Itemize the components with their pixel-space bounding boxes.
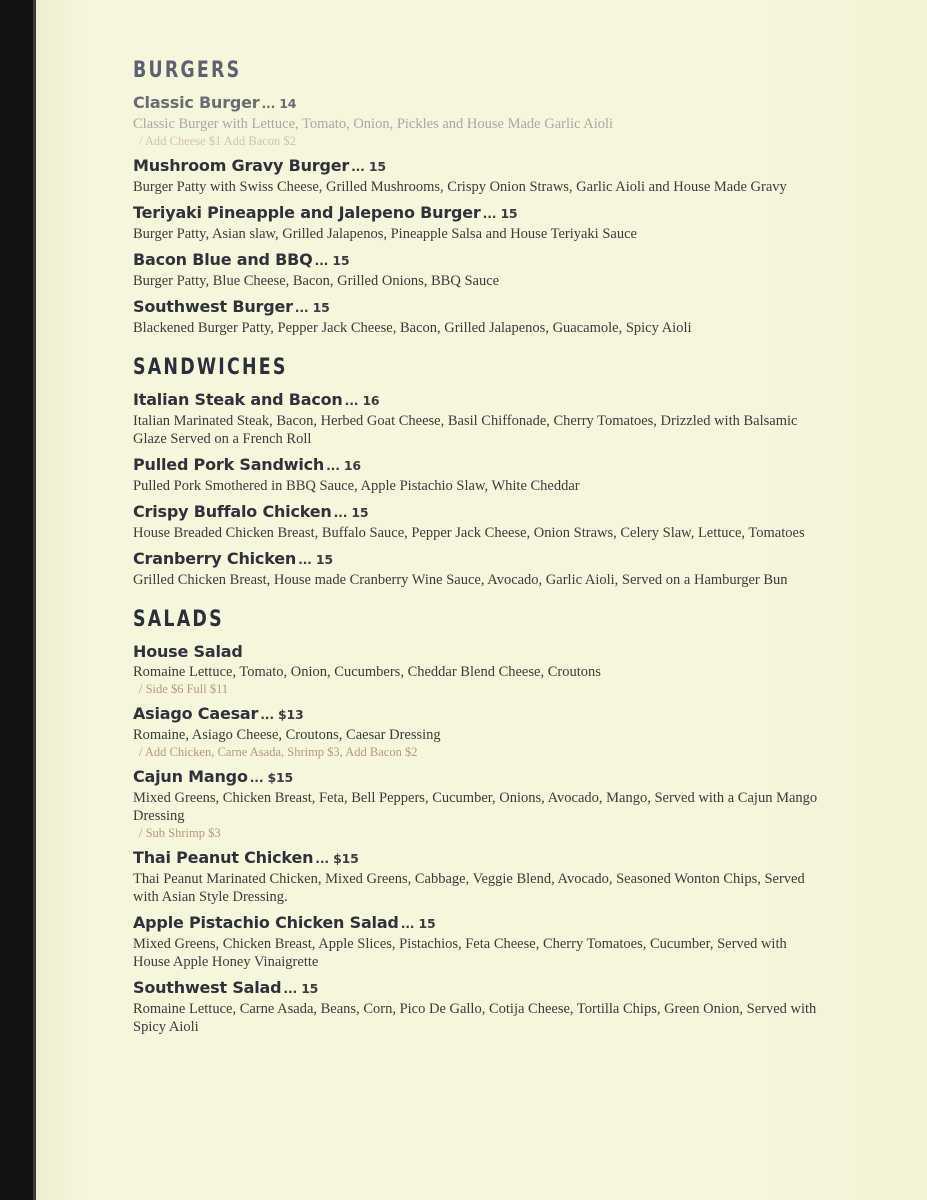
menu-section-sandwiches [133,353,823,589]
menu-item-price: ... 15 [298,552,333,567]
menu-item-price: ... 15 [333,505,369,520]
menu-item-price: ... $13 [260,707,304,722]
menu-item-price: ... 15 [294,300,330,315]
menu-item-heading [133,977,823,1000]
menu-item-price: ... 15 [482,206,518,221]
menu-item-heading [133,766,823,789]
menu-item-price: ... 15 [314,253,350,268]
menu-item-name: Cranberry Chicken [133,549,297,568]
menu-item-name: Pulled Pork Sandwich [133,455,325,474]
menu-item-name: Crispy Buffalo Chicken [133,502,332,521]
menu-item-heading [133,389,823,412]
menu-item-description: Pulled Pork Smothered in BBQ Sauce, Apple Pistachio Slaw, White Cheddar [133,478,580,494]
menu-item [133,202,823,243]
menu-item-description: Classic Burger with Lettuce, Tomato, Onion, Pickles and House Made Garlic Aioli [133,116,614,132]
menu-item-name: Southwest Burger [133,297,293,316]
menu-item-name: House Salad [133,642,243,661]
menu-section-burgers [133,56,823,337]
menu-item-addon-note: / Add Cheese $1 Add Bacon $2 [139,134,296,148]
menu-item [133,912,823,971]
menu-item-addon-note: / Add Chicken, Carne Asada, Shrimp $3, Add Bacon $2 [139,745,418,759]
menu-item-price: ... $15 [315,851,359,866]
section-title: SALADS [133,607,224,632]
menu-item-heading [133,155,823,178]
menu-item-price: ... 14 [261,96,297,111]
menu-item-description: Blackened Burger Patty, Pepper Jack Cheese, Bacon, Grilled Jalapenos, Guacamole, Spicy Aioli [133,320,692,336]
menu-item-name: Apple Pistachio Chicken Salad [133,913,399,932]
menu-item-description: Mixed Greens, Chicken Breast, Apple Slices, Pistachios, Feta Cheese, Cherry Tomatoes, Cucumber, Served with House Apple Honey Vinaigrette [133,936,787,970]
menu-item [133,977,823,1036]
menu-item-description: Romaine, Asiago Cheese, Croutons, Caesar Dressing [133,727,441,743]
menu-item-name: Cajun Mango [133,767,248,786]
menu-item-addon-note: / Sub Shrimp $3 [139,826,221,840]
menu-item-price: ... $15 [249,770,294,785]
menu-item [133,703,823,760]
menu-item-description: Burger Patty with Swiss Cheese, Grilled Mushrooms, Crispy Onion Straws, Garlic Aioli and House Made Gravy [133,179,787,195]
menu-item-price: ... 16 [344,393,380,408]
section-title: BURGERS [133,58,242,83]
section-title: SANDWICHES [133,355,288,380]
menu-item-description: Romaine Lettuce, Carne Asada, Beans, Corn, Pico De Gallo, Cotija Cheese, Tortilla Chips, Green Onion, Served with Spicy Aioli [133,1001,817,1035]
menu-item-heading [133,847,823,870]
menu-item [133,847,823,906]
menu-item-description: Romaine Lettuce, Tomato, Onion, Cucumbers, Cheddar Blend Cheese, Croutons [133,664,601,680]
menu-item [133,548,823,589]
menu-item-name: Bacon Blue and BBQ [133,250,313,269]
menu-item-heading [133,641,823,663]
menu-item-description: House Breaded Chicken Breast, Buffalo Sauce, Pepper Jack Cheese, Onion Straws, Celery Slaw, Lettuce, Tomatoes [133,525,805,541]
menu-item-description: Grilled Chicken Breast, House made Cranberry Wine Sauce, Avocado, Garlic Aioli, Served on a Hamburger Bun [133,572,788,588]
menu-item-heading [133,912,823,935]
menu-item-heading [133,202,823,225]
menu-item [133,766,823,841]
menu-item-description: Italian Marinated Steak, Bacon, Herbed Goat Cheese, Basil Chiffonade, Cherry Tomatoes, Drizzled with Balsamic Glaze Served on a French Roll [133,413,798,447]
menu-item-heading [133,501,823,524]
menu-item-name: Classic Burger [133,93,260,112]
menu-item [133,641,823,697]
menu-item-description: Thai Peanut Marinated Chicken, Mixed Greens, Cabbage, Veggie Blend, Avocado, Seasoned Wonton Chips, Served with Asian Style Dressing. [133,871,805,905]
menu-section-salads [133,605,823,1036]
binder-edge [0,0,36,1200]
menu-item-heading [133,249,823,272]
menu-item-price: ... 15 [351,159,386,174]
menu-item-name: Asiago Caesar [133,704,259,723]
menu-item [133,296,823,337]
menu-item-heading [133,548,823,571]
menu-item-name: Italian Steak and Bacon [133,390,343,409]
menu-item-heading [133,296,823,319]
menu-page [36,0,927,1200]
menu-item-name: Southwest Salad [133,978,282,997]
menu-item [133,155,823,196]
menu-item [133,389,823,448]
menu-item-description: Burger Patty, Asian slaw, Grilled Jalapenos, Pineapple Salsa and House Teriyaki Sauce [133,226,637,242]
menu-item-name: Mushroom Gravy Burger [133,156,350,175]
menu-item [133,92,823,149]
menu-item-heading [133,454,823,477]
menu-item-name: Teriyaki Pineapple and Jalepeno Burger [133,203,481,222]
menu-item-addon-note: / Side $6 Full $11 [139,682,229,696]
menu-item-description: Burger Patty, Blue Cheese, Bacon, Grilled Onions, BBQ Sauce [133,273,500,289]
menu-item-price: ... 15 [400,916,436,931]
menu-item-price: ... 16 [326,458,361,473]
menu-item-heading [133,703,823,726]
menu-item-price: ... 15 [283,981,319,996]
menu-item-heading [133,92,823,115]
menu-item [133,501,823,542]
menu-item-description: Mixed Greens, Chicken Breast, Feta, Bell Peppers, Cucumber, Onions, Avocado, Mango, Served with a Cajun Mango Dressing [133,790,818,824]
menu-item [133,454,823,495]
menu-content [133,56,823,1052]
menu-item-name: Thai Peanut Chicken [133,848,314,867]
menu-item [133,249,823,290]
